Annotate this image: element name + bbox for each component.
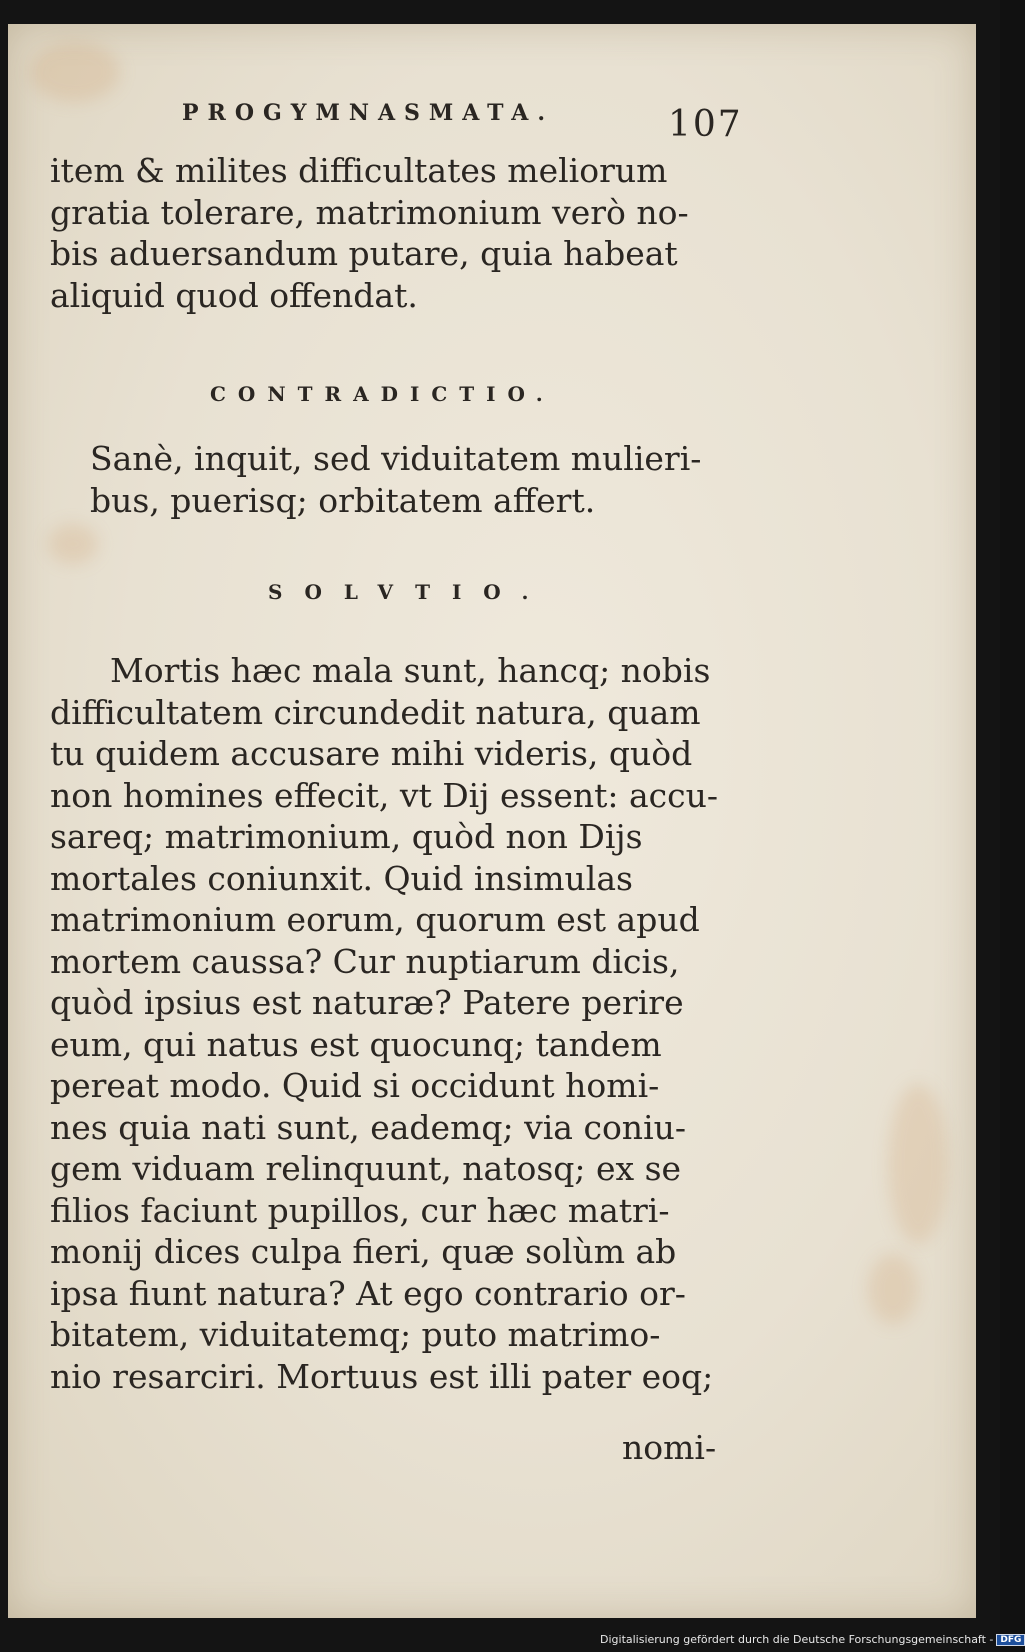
text-line: bitatem, viduitatemq; puto matrimo- <box>50 1315 661 1354</box>
text-line: bis aduersandum putare, quia habeat <box>50 234 678 273</box>
text-line: nio resarciri. Mortuus est illi pater eoq; <box>50 1356 714 1396</box>
text-line: gem viduam relinquunt, natosq; ex se <box>50 1149 682 1188</box>
text-line: mortem caussa? Cur nuptiarum dicis, <box>50 941 680 981</box>
text-line: mortales coniunxit. Quid insimulas <box>50 858 633 898</box>
foxing-stain <box>868 1254 918 1324</box>
text-line: bus, puerisq; orbitatem affert. <box>90 480 596 520</box>
text-line: monij dices culpa fieri, quæ solùm ab <box>50 1232 677 1271</box>
section-heading-contradictio: CONTRADICTIO. <box>210 382 555 406</box>
text-line: item & milites difficultates meliorum <box>50 151 668 190</box>
credit-text: Digitalisierung gefördert durch die Deutsche Forschungsgemeinschaft - <box>600 1633 994 1646</box>
page-number: 107 <box>668 104 743 145</box>
foxing-stain <box>30 42 120 102</box>
intro-paragraph <box>50 150 689 316</box>
text-line: eum, qui natus est quocunq; tandem <box>50 1024 662 1064</box>
text-line: matrimonium eorum, quorum est apud <box>50 900 700 939</box>
text-line: pereat modo. Quid si occidunt homi- <box>50 1066 660 1105</box>
text-line: gratia tolerare, matrimonium verò no- <box>50 192 689 232</box>
foxing-stain <box>48 524 98 564</box>
contradictio-paragraph <box>90 438 701 521</box>
solutio-paragraph <box>50 650 718 1397</box>
text-line: tu quidem accusare mihi videris, quòd <box>50 734 693 773</box>
text-line: difficultatem circundedit natura, quam <box>50 692 701 732</box>
text-line: filios faciunt pupillos, cur hæc matri- <box>50 1190 670 1230</box>
text-line: Sanè, inquit, sed viduitatem mulieri- <box>90 439 702 478</box>
section-heading-solutio: SOLVTIO. <box>268 580 551 604</box>
dfg-logo: DFG <box>996 1634 1025 1646</box>
text-line: quòd ipsius est naturæ? Patere perire <box>50 983 684 1022</box>
foxing-stain <box>888 1084 948 1244</box>
text-line: sareq; matrimonium, quòd non Dijs <box>50 817 643 856</box>
catchword: nomi- <box>622 1428 717 1467</box>
text-line: aliquid quod offendat. <box>50 275 418 315</box>
text-line: nes quia nati sunt, eademq; via coniu- <box>50 1107 687 1147</box>
text-line: ipsa fiunt natura? At ego contrario or- <box>50 1273 686 1313</box>
running-title: PROGYMNASMATA. <box>182 100 555 126</box>
digitization-credit <box>600 1633 1025 1646</box>
text-line: non homines effecit, vt Dij essent: accu- <box>50 775 719 815</box>
text-line: Mortis hæc mala sunt, hancq; nobis <box>110 651 711 690</box>
